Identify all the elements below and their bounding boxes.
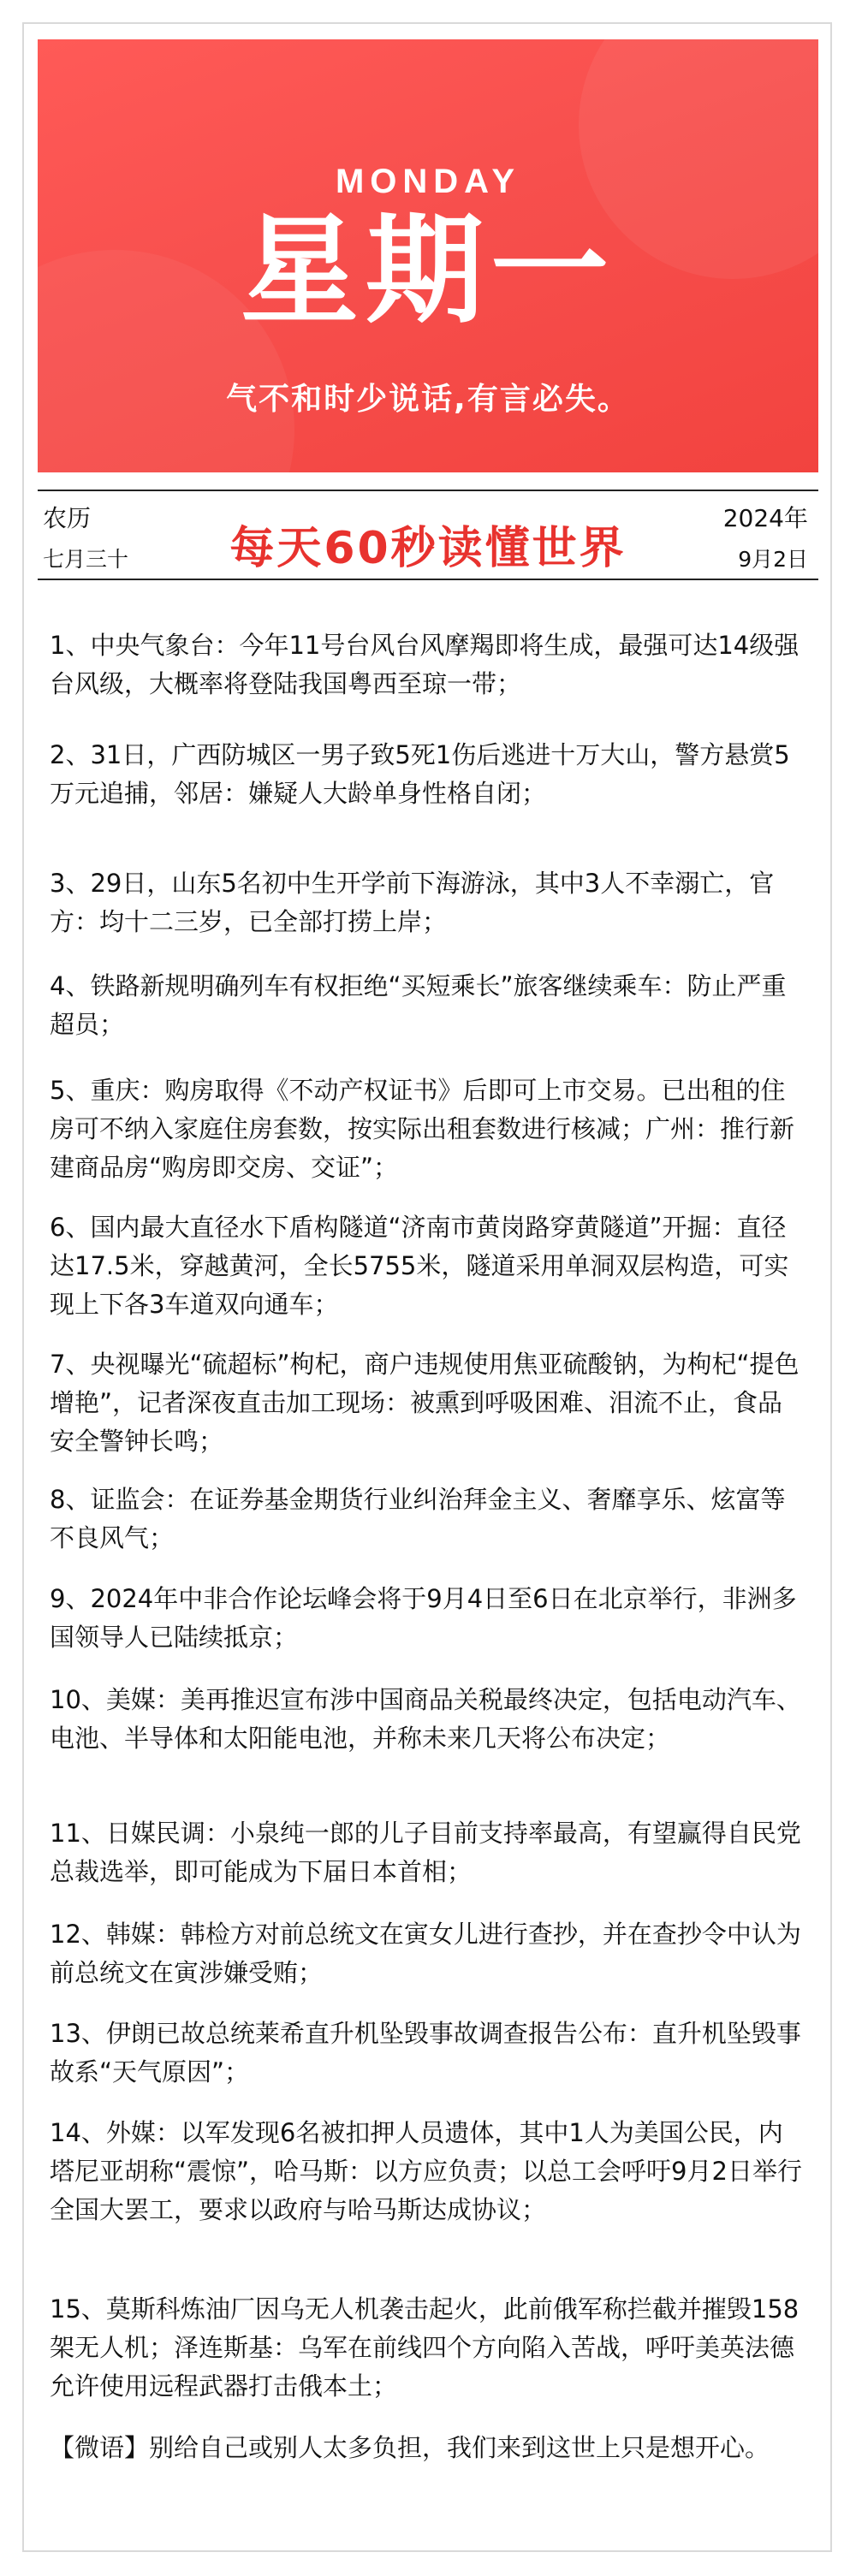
news-item: 10、美媒：美再推迟宣布涉中国商品关税最终决定，包括电动汽车、电池、半导体和太阳能电池，并称未来几天将公布决定； — [50, 1685, 801, 1753]
weekday-english: MONDAY — [335, 163, 521, 200]
news-item: 2、31日，广西防城区一男子致5死1伤后逃进十万大山，警方悬赏5万元追捕，邻居：嫌疑人大龄单身性格自闭； — [50, 740, 790, 808]
news-item: 11、日媒民调：小泉纯一郎的儿子目前支持率最高，有望赢得自民党总裁选举，即可能成为下届日本首相； — [50, 1819, 801, 1886]
news-item: 8、证监会：在证券基金期货行业纠治拜金主义、奢靡享乐、炫富等不良风气； — [50, 1485, 786, 1552]
daily-motto: 气不和时少说话,有言必失。 — [226, 382, 630, 417]
news-item: 9、2024年中非合作论坛峰会将于9月4日至6日在北京举行，非洲多国领导人已陆续抵京； — [50, 1584, 797, 1652]
header-divider-top — [38, 490, 818, 491]
lunar-date: 七月三十 — [43, 547, 129, 572]
news-item: 13、伊朗已故总统莱希直升机坠毁事故调查报告公布：直升机坠毁事故系“天气原因”； — [50, 2019, 801, 2086]
header-divider-bottom — [38, 579, 818, 580]
date-label: 9月2日 — [738, 547, 808, 572]
page-title: 每天60秒读懂世界 — [229, 523, 627, 574]
news-item: 12、韩媒：韩检方对前总统文在寅女儿进行查抄，并在查抄令中认为前总统文在寅涉嫌受贿； — [50, 1920, 801, 1987]
news-item: 4、铁路新规明确列车有权拒绝“买短乘长”旅客继续乘车：防止严重超员； — [50, 971, 787, 1039]
news-item: 7、央视曝光“硫超标”枸杞，商户违规使用焦亚硫酸钠，为枸杞“提色增艳”，记者深夜直击加工现场：被熏到呼吸困难、泪流不止，食品安全警钟长鸣； — [50, 1350, 800, 1456]
year-label: 2024年 — [722, 504, 808, 532]
news-item: 3、29日，山东5名初中生开学前下海游泳，其中3人不幸溺亡，官方：均十二三岁，已全部打捞上岸； — [50, 869, 775, 936]
news-item: 5、重庆：购房取得《不动产权证书》后即可上市交易。已出租的住房可不纳入家庭住房套数，按实际出租套数进行核减；广州：推行新建商品房“购房即交房、交证”； — [50, 1076, 795, 1182]
weekday-banner — [38, 39, 818, 472]
news-item: 15、莫斯科炼油厂因乌无人机袭击起火，此前俄军称拦截并摧毁158架无人机；泽连斯基：乌军在前线四个方向陷入苦战，呼吁美英法德允许使用远程武器打击俄本土； — [50, 2294, 800, 2401]
news-item: 14、外媒：以军发现6名被扣押人员遗体，其中1人为美国公民，内塔尼亚胡称“震惊”，哈马斯：以方应负责；以总工会呼吁9月2日举行全国大罢工，要求以政府与哈马斯达成协议； — [50, 2118, 802, 2224]
news-item: 1、中央气象台：今年11号台风台风摩羯即将生成，最强可达14级强台风级，大概率将登陆我国粤西至琼一带； — [50, 631, 800, 698]
weekday-chinese: 星期一 — [240, 202, 615, 340]
lunar-label: 农历 — [43, 504, 92, 532]
news-item: 6、国内最大直径水下盾构隧道“济南市黄岗路穿黄隧道”开掘：直径达17.5米，穿越黄河，全长5755米，隧道采用单洞双层构造，可实现上下各3车道双向通车； — [50, 1213, 789, 1319]
closing-quote: 【微语】别给自己或别人太多负担，我们来到这世上只是想开心。 — [50, 2433, 770, 2462]
